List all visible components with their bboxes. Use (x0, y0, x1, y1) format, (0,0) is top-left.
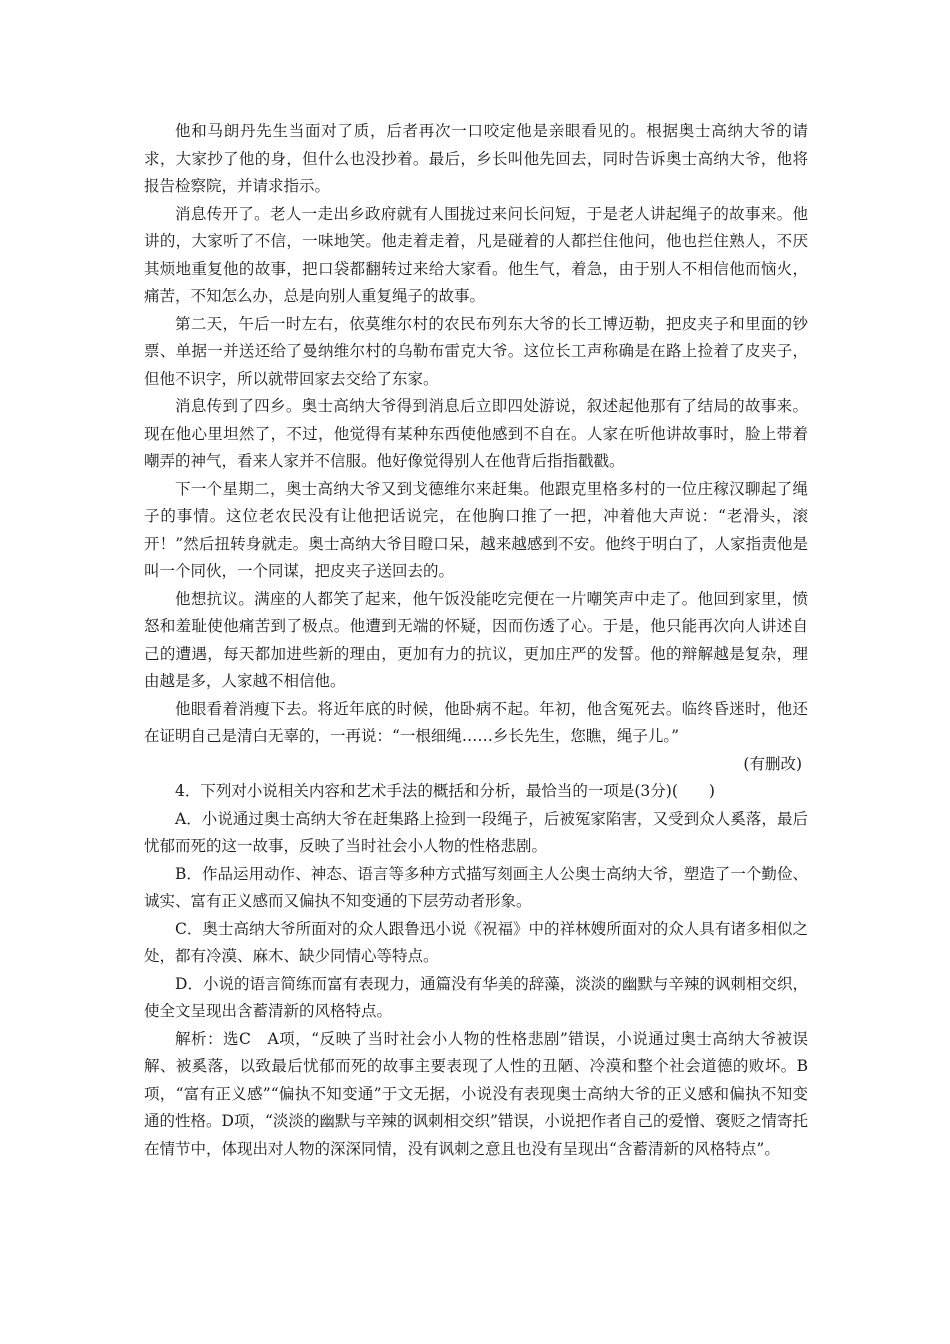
option-c: C．奥士高纳大爷所面对的众人跟鲁迅小说《祝福》中的祥林嫂所面对的众人具有诸多相似之处，都有冷漠、麻木、缺少同情心等特点。 (144, 919, 808, 965)
question-stem: 4．下列对小说相关内容和艺术手法的概括和分析，最恰当的一项是(3分)( ) (175, 782, 715, 800)
document-body (144, 118, 808, 1163)
option-b: B．作品运用动作、神态、语言等多种方式描写刻画主人公奥士高纳大爷，塑造了一个勤俭、诚实、富有正义感而又偏执不知变通的下层劳动者形象。 (144, 864, 808, 910)
story-paragraph-5: 下一个星期二，奥士高纳大爷又到戈德维尔来赶集。他跟克里格多村的一位庄稼汉聊起了绳子的事情。这位老农民没有让他把话说完，在他胸口推了一把，冲着他大声说：“老滑头，滚开！”然后扭转身就走。奥士高纳大爷目瞪口呆，越来越感到不安。他终于明白了，人家指责他是叫一个同伙，一个同谋，把皮夹子送回去的。 (144, 479, 808, 580)
story-paragraph-7: 他眼看着消瘦下去。将近年底的时候，他卧病不起。年初，他含冤死去。临终昏迷时，他还在证明自己是清白无辜的，一再说：“一根细绳……乡长先生，您瞧，绳子儿。” (144, 699, 808, 745)
story-paragraph-1: 他和马朗丹先生当面对了质，后者再次一口咬定他是亲眼看见的。根据奥士高纳大爷的请求，大家抄了他的身，但什么也没抄着。最后，乡长叫他先回去，同时告诉奥士高纳大爷，他将报告检察院，并请求指示。 (144, 122, 808, 195)
source-note: (有删改) (743, 754, 802, 773)
option-d: D．小说的语言简练而富有表现力，通篇没有华美的辞藻，淡淡的幽默与辛辣的讽刺相交织，使全文呈现出含蓄清新的风格特点。 (144, 974, 808, 1020)
story-paragraph-4: 消息传到了四乡。奥士高纳大爷得到消息后立即四处游说，叙述起他那有了结局的故事来。现在他心里坦然了，不过，他觉得有某种东西使他感到不自在。人家在听他讲故事时，脸上带着嘲弄的神气，看来人家并不信服。他好像觉得别人在他背后指指戳戳。 (144, 397, 808, 470)
story-paragraph-3: 第二天，午后一时左右，依莫维尔村的农民布列东大爷的长工博迈勒，把皮夹子和里面的钞票、单据一并送还给了曼纳维尔村的乌勒布雷克大爷。这位长工声称确是在路上捡着了皮夹子，但他不识字，所以就带回家去交给了东家。 (144, 314, 808, 388)
story-paragraph-2: 消息传开了。老人一走出乡政府就有人围拢过来问长问短，于是老人讲起绳子的故事来。他讲的，大家听了不信，一味地笑。他走着走着，凡是碰着的人都拦住他问，他也拦住熟人，不厌其烦地重复他的故事，把口袋都翻转过来给大家看。他生气，着急，由于别人不相信他而恼火，痛苦，不知怎么办，总是向别人重复绳子的故事。 (144, 204, 808, 305)
option-a: A．小说通过奥士高纳大爷在赶集路上捡到一段绳子，后被冤家陷害，又受到众人奚落，最后忧郁而死的这一故事，反映了当时社会小人物的性格悲剧。 (144, 809, 808, 855)
story-paragraph-6: 他想抗议。满座的人都笑了起来，他午饭没能吃完便在一片嘲笑声中走了。他回到家里，愤怒和羞耻使他痛苦到了极点。他遭到无端的怀疑，因而伤透了心。于是，他只能再次向人讲述自己的遭遇，每天都加进些新的理由，更加有力的抗议，更加庄严的发誓。他的辩解越是复杂，理由越是多，人家越不相信他。 (144, 589, 808, 690)
answer-analysis: 解析：选C A项，“反映了当时社会小人物的性格悲剧”错误，小说通过奥士高纳大爷被误解、被奚落，以致最后忧郁而死的故事主要表现了人性的丑陋、冷漠和整个社会道德的败坏。B项，“富有正义感”“偏执不知变通”于文无据，小说没有表现奥士高纳大爷的正义感和偏执不知变通的性格。D项，“淡淡的幽默与辛辣的讽刺相交织”错误，小说把作者自己的爱憎、褒贬之情寄托在情节中，体现出对人物的深深同情，没有讽刺之意且也没有呈现出“含蓄清新的风格特点”。 (144, 1029, 808, 1158)
